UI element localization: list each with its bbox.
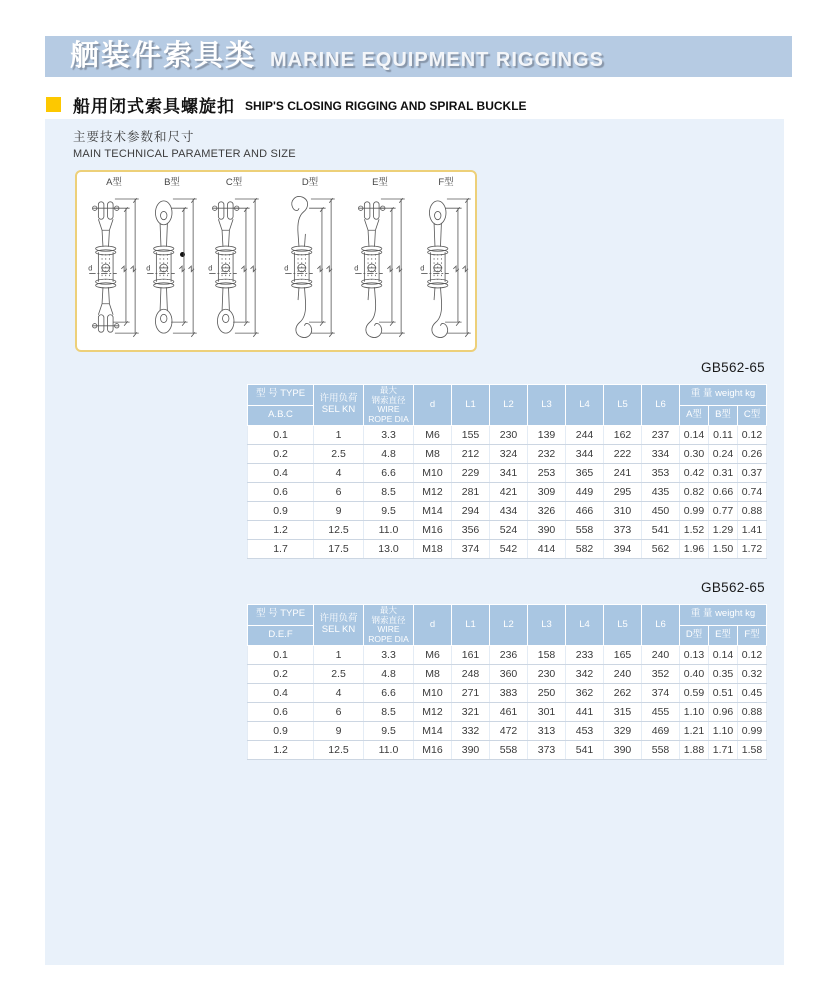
data-cell: 4 <box>314 684 364 703</box>
figure-e-type <box>351 177 409 347</box>
data-cell: 342 <box>566 665 604 684</box>
data-cell: 1.2 <box>248 741 314 760</box>
data-cell: 461 <box>490 703 528 722</box>
data-cell: 1.10 <box>709 722 738 741</box>
data-cell: 309 <box>528 483 566 502</box>
data-cell: 250 <box>528 684 566 703</box>
technical-drawing-box <box>75 170 477 352</box>
data-cell: M10 <box>414 464 452 483</box>
svg-text:d: d <box>420 263 425 273</box>
figure-label: B型 <box>164 177 180 188</box>
data-cell: 8.5 <box>364 703 414 722</box>
figure-a-type <box>85 177 143 347</box>
table-row <box>248 703 767 722</box>
data-cell: 9.5 <box>364 722 414 741</box>
col-weight-sub: C型 <box>738 405 767 426</box>
data-cell: M18 <box>414 540 452 559</box>
data-cell: 341 <box>490 464 528 483</box>
col-weight-sub: A型 <box>680 405 709 426</box>
table-section-abc <box>247 358 765 559</box>
data-cell: 356 <box>452 521 490 540</box>
data-cell: 373 <box>604 521 642 540</box>
data-cell: 3.3 <box>364 426 414 445</box>
col-sel: 许用负荷 SEL KN <box>314 385 364 426</box>
svg-text:d: d <box>284 263 289 273</box>
data-cell: 562 <box>642 540 680 559</box>
data-cell: 0.96 <box>709 703 738 722</box>
data-cell: 414 <box>528 540 566 559</box>
data-cell: 1.7 <box>248 540 314 559</box>
table-row <box>248 445 767 464</box>
data-cell: 390 <box>452 741 490 760</box>
data-cell: 294 <box>452 502 490 521</box>
col-l6: L6 <box>642 605 680 646</box>
data-cell: 2.5 <box>314 445 364 464</box>
subsection-title-zh: 主要技术参数和尺寸 <box>73 130 195 144</box>
data-cell: 558 <box>642 741 680 760</box>
data-cell: 0.42 <box>680 464 709 483</box>
data-cell: M16 <box>414 741 452 760</box>
col-type-sub: D.E.F <box>248 625 314 646</box>
data-cell: 450 <box>642 502 680 521</box>
data-cell: 472 <box>490 722 528 741</box>
data-cell: 0.6 <box>248 703 314 722</box>
data-cell: 374 <box>452 540 490 559</box>
data-cell: 281 <box>452 483 490 502</box>
data-cell: 4.8 <box>364 445 414 464</box>
col-l5: L5 <box>604 385 642 426</box>
data-cell: 0.59 <box>680 684 709 703</box>
data-cell: 0.77 <box>709 502 738 521</box>
data-cell: 1.21 <box>680 722 709 741</box>
data-cell: 0.11 <box>709 426 738 445</box>
col-weight-group: 重 量 weight kg <box>680 605 767 626</box>
data-cell: 1.71 <box>709 741 738 760</box>
table-row <box>248 665 767 684</box>
data-cell: 0.51 <box>709 684 738 703</box>
data-cell: 9.5 <box>364 502 414 521</box>
page-banner <box>45 36 792 77</box>
data-cell: 3.3 <box>364 646 414 665</box>
data-cell: M6 <box>414 646 452 665</box>
data-cell: 0.99 <box>680 502 709 521</box>
data-cell: 158 <box>528 646 566 665</box>
data-cell: M10 <box>414 684 452 703</box>
data-cell: M8 <box>414 665 452 684</box>
data-cell: 6.6 <box>364 464 414 483</box>
data-cell: 582 <box>566 540 604 559</box>
data-cell: 0.74 <box>738 483 767 502</box>
table-row <box>248 483 767 502</box>
data-cell: 9 <box>314 722 364 741</box>
data-cell: 1 <box>314 646 364 665</box>
figure-d-type <box>281 177 339 347</box>
data-cell: 1.96 <box>680 540 709 559</box>
data-cell: 12.5 <box>314 521 364 540</box>
data-cell: 383 <box>490 684 528 703</box>
spec-table-def <box>247 604 767 760</box>
col-l2: L2 <box>490 605 528 646</box>
data-cell: 240 <box>604 665 642 684</box>
col-l2: L2 <box>490 385 528 426</box>
standard-label: GB562-65 <box>701 580 765 595</box>
data-cell: 0.40 <box>680 665 709 684</box>
data-cell: 469 <box>642 722 680 741</box>
data-cell: 455 <box>642 703 680 722</box>
col-l6: L6 <box>642 385 680 426</box>
data-cell: 295 <box>604 483 642 502</box>
data-cell: 1.10 <box>680 703 709 722</box>
data-cell: 1.41 <box>738 521 767 540</box>
col-type: 型 号 TYPE <box>248 385 314 406</box>
data-cell: 1.88 <box>680 741 709 760</box>
data-cell: M6 <box>414 426 452 445</box>
data-cell: 244 <box>566 426 604 445</box>
figure-label: C型 <box>225 177 243 188</box>
data-cell: 11.0 <box>364 521 414 540</box>
table-section-def <box>247 578 765 760</box>
data-cell: 334 <box>642 445 680 464</box>
col-d: d <box>414 385 452 426</box>
turnbuckle-drawing <box>281 188 339 346</box>
data-cell: 541 <box>642 521 680 540</box>
data-cell: 1 <box>314 426 364 445</box>
data-cell: 0.12 <box>738 426 767 445</box>
data-cell: 0.13 <box>680 646 709 665</box>
data-cell: 248 <box>452 665 490 684</box>
data-cell: 13.0 <box>364 540 414 559</box>
subsection-title <box>73 127 296 160</box>
yellow-bullet-icon <box>46 97 61 112</box>
data-cell: 0.24 <box>709 445 738 464</box>
svg-text:d: d <box>208 263 213 273</box>
data-cell: 435 <box>642 483 680 502</box>
figure-c-type <box>205 177 263 347</box>
col-weight-sub: E型 <box>709 625 738 646</box>
data-cell: 1.52 <box>680 521 709 540</box>
col-weight-group: 重 量 weight kg <box>680 385 767 406</box>
data-cell: 353 <box>642 464 680 483</box>
figure-label: E型 <box>372 177 388 188</box>
data-cell: 332 <box>452 722 490 741</box>
data-cell: 0.45 <box>738 684 767 703</box>
standard-label: GB562-65 <box>701 360 765 375</box>
section-heading <box>46 92 527 117</box>
data-cell: 12.5 <box>314 741 364 760</box>
svg-text:d: d <box>146 263 151 273</box>
turnbuckle-drawing <box>85 188 143 346</box>
data-cell: 0.2 <box>248 665 314 684</box>
col-sel: 许用负荷 SEL KN <box>314 605 364 646</box>
data-cell: 310 <box>604 502 642 521</box>
data-cell: 0.6 <box>248 483 314 502</box>
data-cell: 421 <box>490 483 528 502</box>
data-cell: 230 <box>528 665 566 684</box>
data-cell: 541 <box>566 741 604 760</box>
data-cell: M14 <box>414 722 452 741</box>
data-cell: 0.4 <box>248 684 314 703</box>
data-cell: 0.82 <box>680 483 709 502</box>
data-cell: 0.9 <box>248 722 314 741</box>
table-row <box>248 646 767 665</box>
data-cell: 155 <box>452 426 490 445</box>
col-l5: L5 <box>604 605 642 646</box>
data-cell: 0.4 <box>248 464 314 483</box>
figure-label: F型 <box>438 177 454 188</box>
turnbuckle-drawing <box>205 188 263 346</box>
data-cell: 394 <box>604 540 642 559</box>
data-cell: 165 <box>604 646 642 665</box>
figure-label: D型 <box>301 177 319 188</box>
data-cell: 230 <box>490 426 528 445</box>
data-cell: M12 <box>414 483 452 502</box>
banner-title-zh: 舾装件索具类 <box>70 40 257 72</box>
data-cell: 390 <box>604 741 642 760</box>
table-row <box>248 540 767 559</box>
data-cell: 1.2 <box>248 521 314 540</box>
data-cell: 313 <box>528 722 566 741</box>
data-cell: 326 <box>528 502 566 521</box>
data-cell: M16 <box>414 521 452 540</box>
data-cell: 240 <box>642 646 680 665</box>
col-weight-sub: F型 <box>738 625 767 646</box>
data-cell: 4 <box>314 464 364 483</box>
data-cell: 0.88 <box>738 703 767 722</box>
data-cell: 321 <box>452 703 490 722</box>
data-cell: 434 <box>490 502 528 521</box>
data-cell: 9 <box>314 502 364 521</box>
data-cell: 212 <box>452 445 490 464</box>
data-cell: 237 <box>642 426 680 445</box>
data-cell: 233 <box>566 646 604 665</box>
data-cell: 329 <box>604 722 642 741</box>
figure-label: A型 <box>106 177 122 188</box>
svg-text:d: d <box>88 263 93 273</box>
data-cell: 374 <box>642 684 680 703</box>
data-cell: 324 <box>490 445 528 464</box>
data-cell: 17.5 <box>314 540 364 559</box>
section-title-zh: 船用闭式索具螺旋扣 <box>73 97 235 116</box>
data-cell: 453 <box>566 722 604 741</box>
data-cell: 0.14 <box>680 426 709 445</box>
turnbuckle-drawing <box>143 188 201 346</box>
col-weight-sub: B型 <box>709 405 738 426</box>
data-cell: M8 <box>414 445 452 464</box>
data-cell: 449 <box>566 483 604 502</box>
data-cell: 0.88 <box>738 502 767 521</box>
table-row <box>248 464 767 483</box>
data-cell: 4.8 <box>364 665 414 684</box>
data-cell: 0.30 <box>680 445 709 464</box>
section-title-en: SHIP'S CLOSING RIGGING AND SPIRAL BUCKLE <box>245 99 527 113</box>
data-cell: 0.31 <box>709 464 738 483</box>
data-cell: M12 <box>414 703 452 722</box>
table-row <box>248 684 767 703</box>
turnbuckle-drawing <box>351 188 409 346</box>
data-cell: 373 <box>528 741 566 760</box>
data-cell: 139 <box>528 426 566 445</box>
data-cell: 466 <box>566 502 604 521</box>
data-cell: 1.50 <box>709 540 738 559</box>
data-cell: 6 <box>314 703 364 722</box>
data-cell: 11.0 <box>364 741 414 760</box>
data-cell: M14 <box>414 502 452 521</box>
data-cell: 0.2 <box>248 445 314 464</box>
col-type-sub: A.B.C <box>248 405 314 426</box>
data-cell: 162 <box>604 426 642 445</box>
data-cell: 2.5 <box>314 665 364 684</box>
data-cell: 315 <box>604 703 642 722</box>
data-cell: 441 <box>566 703 604 722</box>
col-type: 型 号 TYPE <box>248 605 314 626</box>
data-cell: 365 <box>566 464 604 483</box>
col-l4: L4 <box>566 385 604 426</box>
figure-f-type <box>417 177 475 347</box>
col-l3: L3 <box>528 385 566 426</box>
data-cell: 161 <box>452 646 490 665</box>
data-cell: 0.66 <box>709 483 738 502</box>
data-cell: 0.1 <box>248 426 314 445</box>
col-wire-dia: 最大 钢索直径 WIRE ROPE DIA <box>364 605 414 646</box>
data-cell: 0.37 <box>738 464 767 483</box>
col-l3: L3 <box>528 605 566 646</box>
data-cell: 222 <box>604 445 642 464</box>
spec-table-abc <box>247 384 767 559</box>
data-cell: 344 <box>566 445 604 464</box>
table-row <box>248 426 767 445</box>
col-l4: L4 <box>566 605 604 646</box>
data-cell: 0.99 <box>738 722 767 741</box>
data-cell: 352 <box>642 665 680 684</box>
data-cell: 0.14 <box>709 646 738 665</box>
data-cell: 558 <box>566 521 604 540</box>
data-cell: 236 <box>490 646 528 665</box>
data-cell: 558 <box>490 741 528 760</box>
data-cell: 232 <box>528 445 566 464</box>
data-cell: 301 <box>528 703 566 722</box>
data-cell: 241 <box>604 464 642 483</box>
data-cell: 362 <box>566 684 604 703</box>
data-cell: 262 <box>604 684 642 703</box>
data-cell: 271 <box>452 684 490 703</box>
data-cell: 524 <box>490 521 528 540</box>
turnbuckle-drawing <box>417 188 475 346</box>
data-cell: 1.58 <box>738 741 767 760</box>
svg-text:d: d <box>354 263 359 273</box>
data-cell: 360 <box>490 665 528 684</box>
col-wire-dia: 最大 钢索直径 WIRE ROPE DIA <box>364 385 414 426</box>
data-cell: 390 <box>528 521 566 540</box>
table-row <box>248 502 767 521</box>
banner-title-en: MARINE EQUIPMENT RIGGINGS <box>270 48 604 71</box>
data-cell: 0.32 <box>738 665 767 684</box>
data-cell: 1.72 <box>738 540 767 559</box>
table-row <box>248 741 767 760</box>
data-cell: 6 <box>314 483 364 502</box>
data-cell: 0.26 <box>738 445 767 464</box>
data-cell: 0.12 <box>738 646 767 665</box>
data-cell: 0.35 <box>709 665 738 684</box>
col-weight-sub: D型 <box>680 625 709 646</box>
col-l1: L1 <box>452 385 490 426</box>
col-l1: L1 <box>452 605 490 646</box>
data-cell: 1.29 <box>709 521 738 540</box>
data-cell: 542 <box>490 540 528 559</box>
table-row <box>248 722 767 741</box>
table-row <box>248 521 767 540</box>
data-cell: 0.9 <box>248 502 314 521</box>
figure-b-type <box>143 177 201 347</box>
data-cell: 0.1 <box>248 646 314 665</box>
data-cell: 8.5 <box>364 483 414 502</box>
data-cell: 253 <box>528 464 566 483</box>
data-cell: 6.6 <box>364 684 414 703</box>
data-cell: 229 <box>452 464 490 483</box>
col-d: d <box>414 605 452 646</box>
subsection-title-en: MAIN TECHNICAL PARAMETER AND SIZE <box>73 148 296 160</box>
